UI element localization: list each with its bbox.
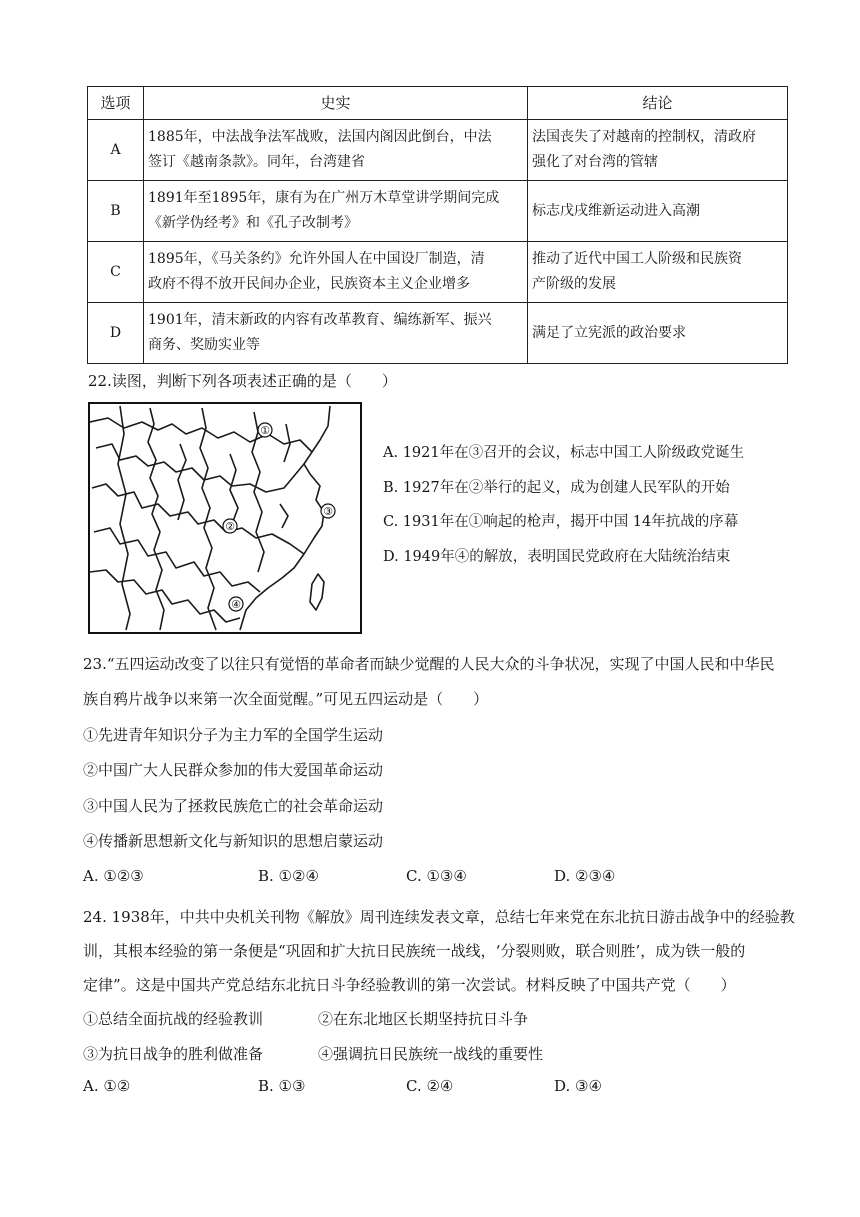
row-fact	[144, 303, 528, 364]
fact-line: 1895年，《马关条约》允许外国人在中国设厂制造，清	[148, 251, 485, 267]
q24-statement-4: ④强调抗日民族统一战线的重要性	[318, 1045, 544, 1063]
q23-statement: ③中国人民为了拯救民族危亡的社会革命运动	[83, 797, 384, 815]
row-conclusion	[528, 181, 788, 242]
q24-choice-a: A. ①②	[83, 1077, 131, 1095]
q22-stem: 22.读图，判断下列各项表述正确的是（ ）	[88, 372, 397, 390]
q22-option-a: A. 1921年在③召开的会议，标志中国工人阶级政党诞生	[383, 445, 745, 461]
row-option: C	[88, 242, 144, 303]
q23-statement: ④传播新思想新文化与新知识的思想启蒙运动	[83, 832, 384, 850]
q24-statement-2: ②在东北地区长期坚持抗日斗争	[318, 1010, 529, 1028]
q24-choice-c: C. ②④	[406, 1077, 454, 1095]
row-conclusion	[528, 120, 788, 181]
row-fact	[144, 181, 528, 242]
q24-choice-d: D. ③④	[554, 1077, 602, 1095]
row-option: B	[88, 181, 144, 242]
q23-stem-line: 23.“五四运动改变了以往只有觉悟的革命者而缺少觉醒的人民大众的斗争状况，实现了中国人民和中华民	[83, 655, 775, 673]
conclusion-line: 强化了对台湾的管辖	[532, 154, 658, 170]
conclusion-line: 满足了立宪派的政治要求	[532, 324, 686, 341]
china-map-outline	[90, 404, 360, 632]
conclusion-line: 法国丧失了对越南的控制权，清政府	[532, 129, 756, 145]
q23-choice-c: C. ①③④	[406, 867, 467, 885]
q23-choice-b: B. ①②④	[258, 867, 319, 885]
row-conclusion	[528, 242, 788, 303]
marker-2-label: ②	[225, 520, 235, 533]
fact-line: 签订《越南条款》。同年，台湾建省	[148, 154, 365, 170]
header-conclusion: 结论	[528, 87, 788, 120]
q24-stem-line: 训，其根本经验的第一条便是“巩固和扩大抗日民族统一战线，‘分裂则败，联合则胜’，成为铁一般的	[83, 942, 746, 960]
table-row	[88, 120, 788, 181]
marker-3-label: ③	[323, 505, 333, 518]
q23-choice-d: D. ②③④	[554, 867, 616, 885]
q24-stem-line: 定律”。这是中国共产党总结东北抗日斗争经验教训的第一次尝试。材料反映了中国共产党（ ）	[83, 976, 736, 994]
q23-statement: ①先进青年知识分子为主力军的全国学生运动	[83, 726, 384, 744]
row-fact	[144, 120, 528, 181]
q24-choice-b: B. ①③	[258, 1077, 306, 1095]
conclusion-line: 标志戊戌维新运动进入高潮	[532, 202, 700, 219]
q24-stem-line: 24. 1938年，中共中央机关刊物《解放》周刊连续发表文章，总结七年来党在东北抗日游击战争中的经验教	[83, 908, 795, 926]
fact-line: 政府不得不放开民间办企业，民族资本主义企业增多	[148, 276, 470, 292]
q23-statement: ②中国广大人民群众参加的伟大爱国革命运动	[83, 761, 384, 779]
row-fact	[144, 242, 528, 303]
q24-statement-3: ③为抗日战争的胜利做准备	[83, 1045, 264, 1063]
q22-option-b: B. 1927年在②举行的起义，成为创建人民军队的开始	[383, 480, 730, 496]
fact-line: 《新学伪经考》和《孔子改制考》	[148, 215, 358, 231]
header-fact: 史实	[144, 87, 528, 120]
row-option: A	[88, 120, 144, 181]
row-option: D	[88, 303, 144, 364]
header-option: 选项	[88, 87, 144, 120]
fact-line: 1885年，中法战争法军战败，法国内阁因此倒台，中法	[148, 129, 492, 145]
q22-option-c: C. 1931年在①响起的枪声，揭开中国 14年抗战的序幕	[383, 514, 739, 530]
conclusion-line: 推动了近代中国工人阶级和民族资	[532, 251, 742, 267]
history-table	[87, 86, 788, 364]
fact-line: 1891年至1895年，康有为在广州万木草堂讲学期间完成	[148, 190, 500, 206]
table-row	[88, 303, 788, 364]
q23-stem-line: 族自鸦片战争以来第一次全面觉醒。”可见五四运动是（ ）	[83, 690, 489, 708]
marker-4-label: ④	[231, 598, 241, 611]
fact-line: 1901年，清末新政的内容有改革教育、编练新军、振兴	[148, 312, 492, 328]
conclusion-line: 产阶级的发展	[532, 276, 616, 292]
table-row	[88, 242, 788, 303]
q24-statement-1: ①总结全面抗战的经验教训	[83, 1010, 264, 1028]
fact-line: 商务、奖励实业等	[148, 337, 260, 353]
q23-choice-a: A. ①②③	[83, 867, 144, 885]
table-header-row	[88, 87, 788, 120]
q22-option-d: D. 1949年④的解放，表明国民党政府在大陆统治结束	[383, 549, 731, 565]
row-conclusion	[528, 303, 788, 364]
china-map	[88, 402, 362, 634]
table-row	[88, 181, 788, 242]
marker-1-label: ①	[260, 424, 270, 437]
